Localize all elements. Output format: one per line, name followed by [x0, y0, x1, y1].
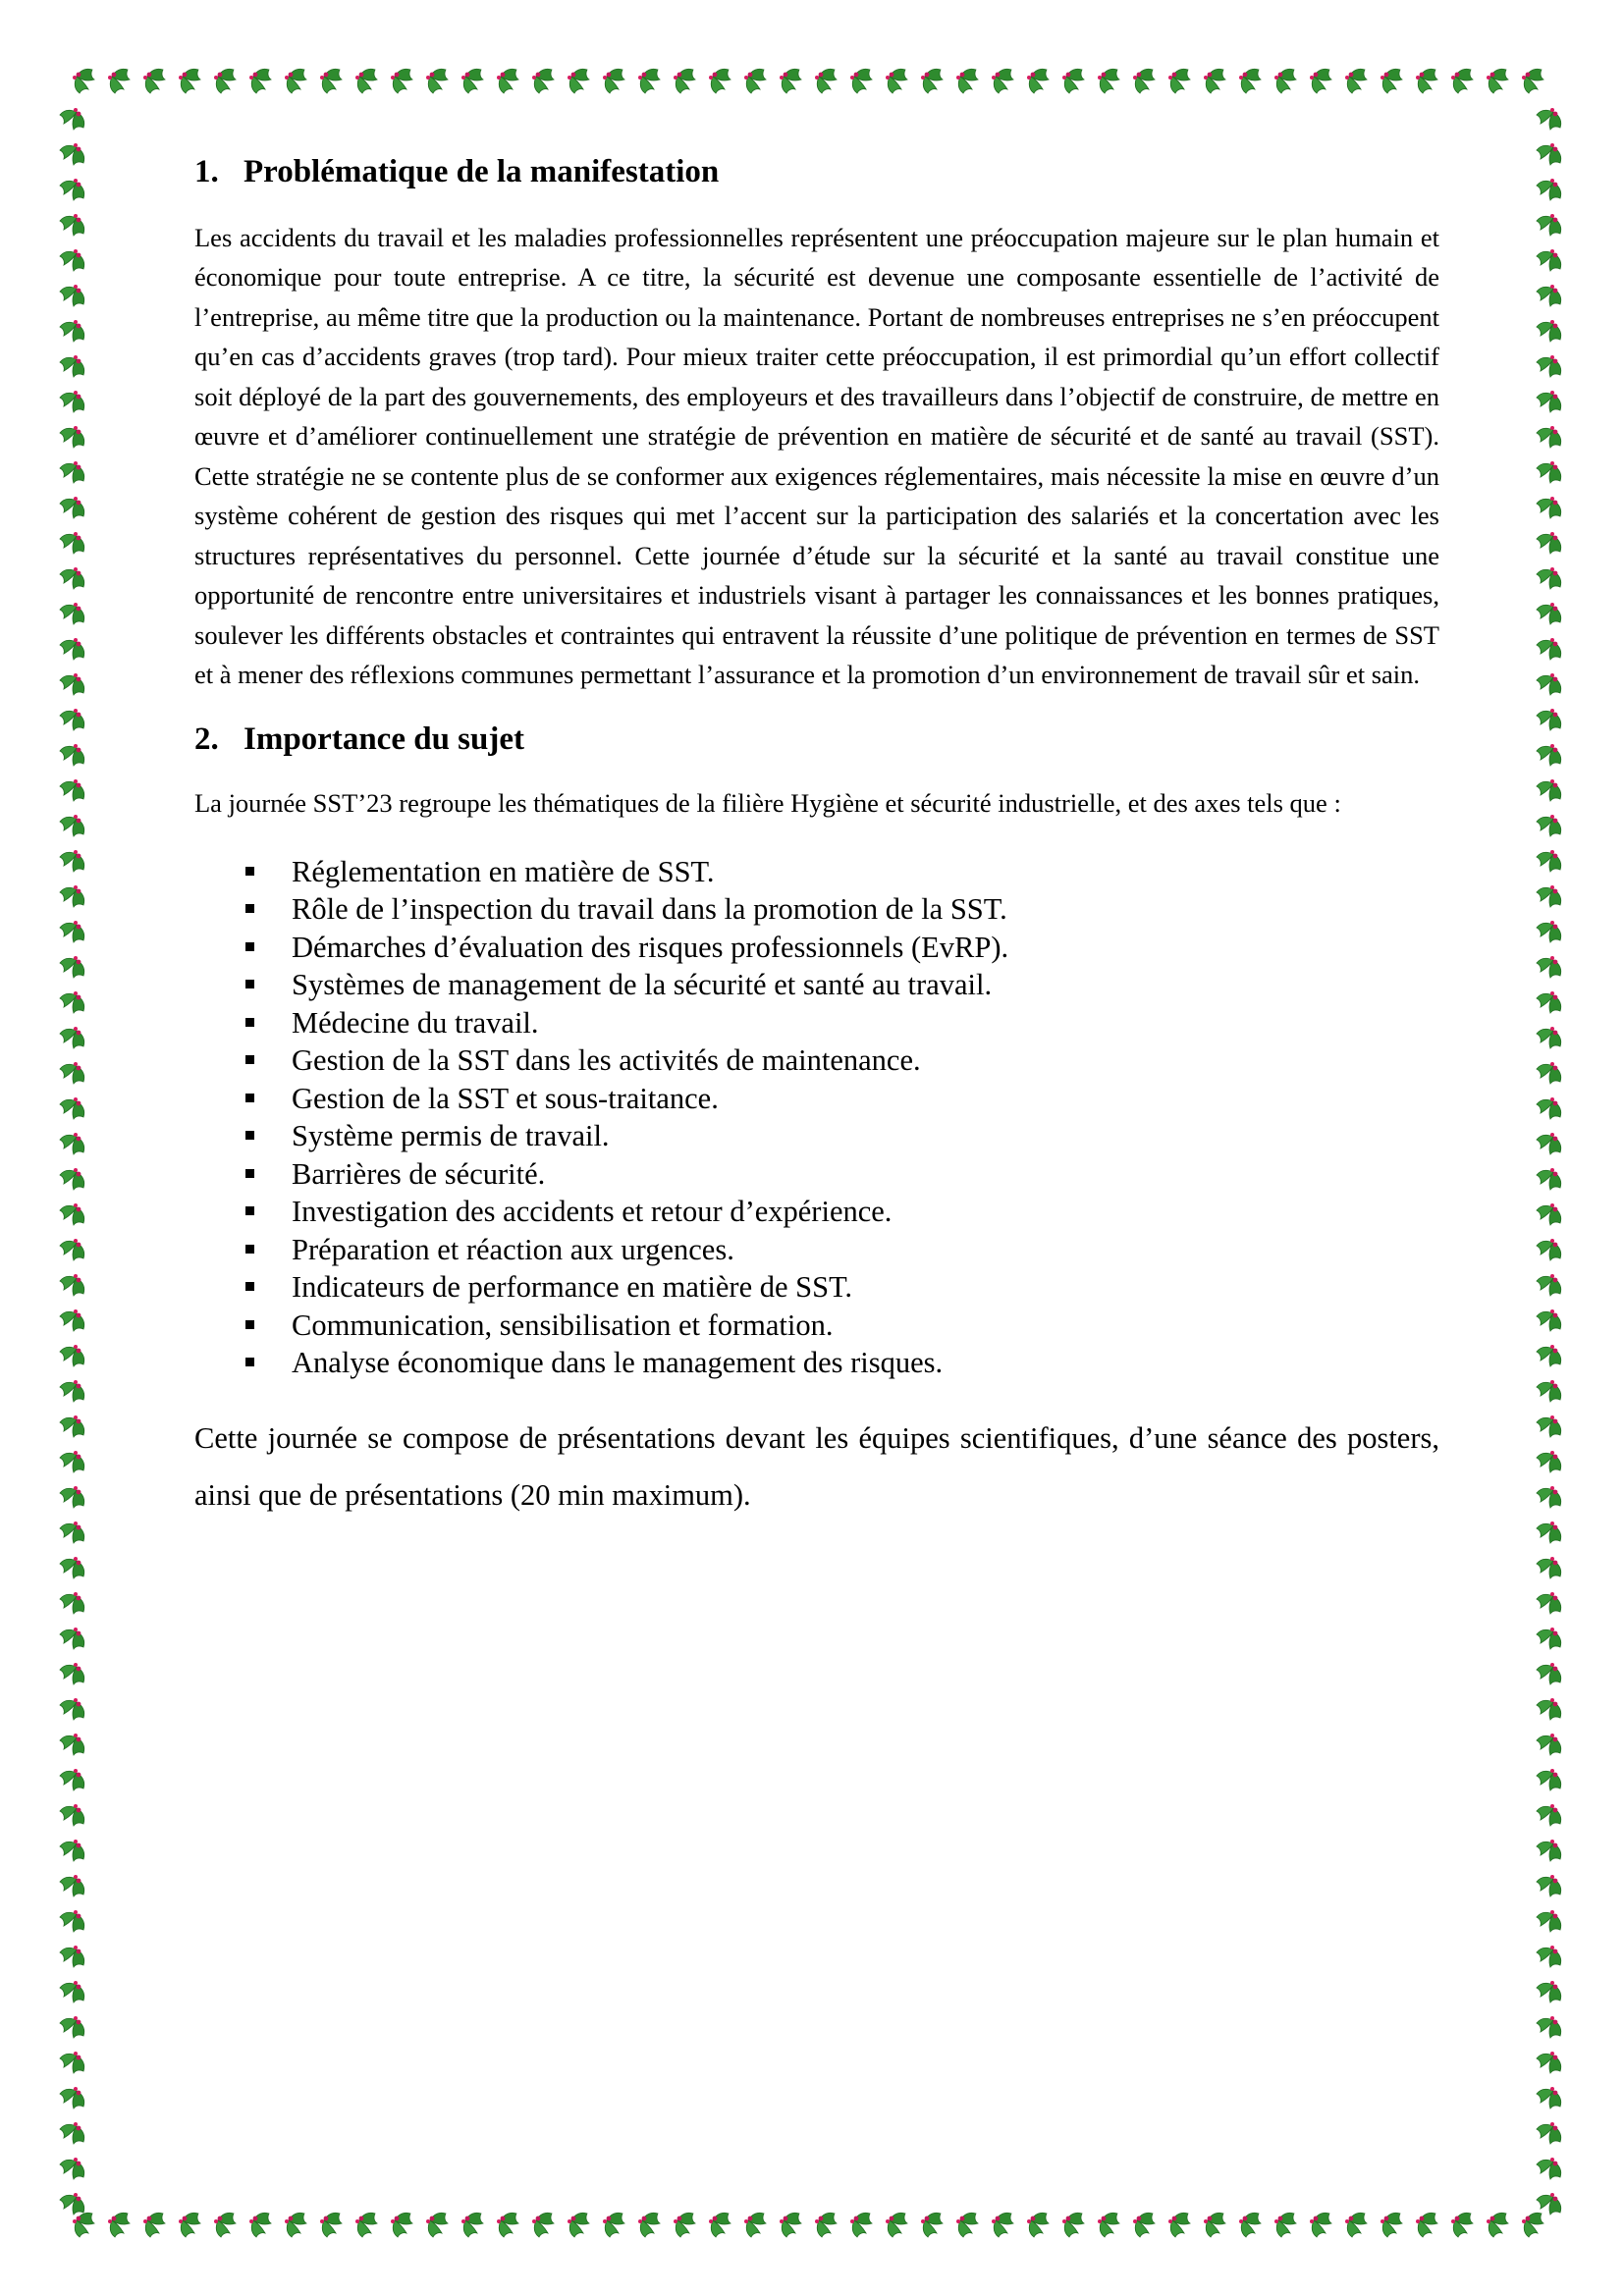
square-bullet-icon: [245, 1282, 254, 1291]
holly-leaf-icon: [60, 1274, 84, 1296]
holly-leaf-icon: [1537, 426, 1561, 448]
holly-leaf-icon: [497, 69, 518, 93]
holly-leaf-icon: [1027, 69, 1049, 93]
section-1-title: Problématique de la manifestation: [244, 154, 720, 189]
holly-leaf-icon: [60, 179, 84, 200]
holly-leaf-icon: [1537, 1592, 1561, 1614]
holly-leaf-icon: [426, 2213, 448, 2237]
holly-leaf-icon: [391, 69, 412, 93]
holly-leaf-icon: [60, 2122, 84, 2144]
holly-leaf-icon: [956, 2213, 978, 2237]
holly-leaf-icon: [956, 69, 978, 93]
section-1-number: 1.: [194, 154, 219, 189]
holly-leaf-icon: [60, 1345, 84, 1366]
holly-leaf-icon: [1537, 567, 1561, 589]
closing-paragraph: Cette journée se compose de présentations devant les équipes scientifiques, d’une séance des posters, ainsi que de présentations (20 min maximum).: [194, 1420, 1439, 1512]
holly-leaf-icon: [355, 69, 377, 93]
holly-leaf-icon: [1537, 2087, 1561, 2109]
square-bullet-icon: [245, 904, 254, 913]
holly-leaf-icon: [1537, 815, 1561, 836]
holly-leaf-icon: [60, 1133, 84, 1154]
holly-leaf-icon: [60, 1840, 84, 1861]
holly-leaf-icon: [1537, 1062, 1561, 1084]
holly-leaf-icon: [249, 69, 271, 93]
list-item: [245, 1155, 1439, 1194]
holly-leaf-icon: [214, 69, 236, 93]
holly-leaf-icon: [1537, 603, 1561, 624]
holly-leaf-icon: [60, 1557, 84, 1578]
holly-leaf-icon: [1537, 1628, 1561, 1649]
holly-leaf-icon: [1537, 1239, 1561, 1260]
holly-leaf-icon: [60, 108, 84, 130]
holly-leaf-icon: [60, 1981, 84, 2002]
holly-leaf-icon: [60, 532, 84, 554]
holly-leaf-icon: [60, 709, 84, 730]
holly-leaf-icon: [1310, 69, 1331, 93]
list-item: [245, 1268, 1439, 1307]
list-item-text: Barrières de sécurité.: [292, 1156, 546, 1191]
holly-leaf-icon: [60, 1486, 84, 1508]
holly-leaf-icon: [60, 1027, 84, 1048]
holly-leaf-icon: [1537, 391, 1561, 412]
holly-leaf-icon: [1537, 1663, 1561, 1684]
list-item: [245, 890, 1439, 929]
holly-leaf-icon: [921, 2213, 943, 2237]
holly-leaf-icon: [1537, 1910, 1561, 1932]
holly-leaf-icon: [60, 567, 84, 589]
holly-leaf-icon: [1168, 69, 1190, 93]
holly-leaf-icon: [1537, 1946, 1561, 1967]
holly-leaf-icon: [1537, 532, 1561, 554]
holly-leaf-icon: [568, 2213, 589, 2237]
holly-leaf-icon: [815, 69, 837, 93]
list-item-text: Médecine du travail.: [292, 1005, 539, 1040]
holly-leaf-icon: [60, 850, 84, 872]
holly-leaf-icon: [1537, 1168, 1561, 1190]
holly-leaf-icon: [1537, 638, 1561, 660]
holly-leaf-icon: [1168, 2213, 1190, 2237]
holly-leaf-icon: [1537, 1345, 1561, 1366]
holly-leaf-icon: [60, 638, 84, 660]
holly-leaf-icon: [1537, 1203, 1561, 1225]
holly-leaf-icon: [709, 2213, 731, 2237]
list-item: [245, 1004, 1439, 1042]
holly-leaf-icon: [744, 2213, 766, 2237]
holly-leaf-icon: [1274, 69, 1296, 93]
holly-leaf-icon: [60, 1522, 84, 1543]
holly-leaf-icon: [1098, 69, 1119, 93]
square-bullet-icon: [245, 867, 254, 876]
holly-leaf-icon: [60, 1769, 84, 1790]
holly-leaf-icon: [179, 2213, 200, 2237]
holly-leaf-icon: [320, 69, 342, 93]
holly-leaf-icon: [1310, 2213, 1331, 2237]
holly-leaf-icon: [1380, 2213, 1402, 2237]
holly-leaf-icon: [921, 69, 943, 93]
holly-leaf-icon: [886, 2213, 907, 2237]
holly-leaf-icon: [1537, 1133, 1561, 1154]
square-bullet-icon: [245, 1358, 254, 1366]
holly-leaf-icon: [1204, 2213, 1225, 2237]
section-1-paragraph: Les accidents du travail et les maladies professionnelles représentent une préoccupation majeure sur le plan humain et économique pour toute entreprise. A ce titre, la sécurité est devenue une composante essentielle de l’activité de l’entreprise, au même titre que la production ou la maintenance. Portant de nombreuses entreprises ne s’en préoccupent qu’en cas d’accidents graves (trop tard). Pour mieux traiter cette préoccupation, il est primordial qu’un effort collectif soit déployé de la part des gouvernements, des employeurs et des travailleurs dans l’objectif de construire, de mettre en œuvre et d’améliorer continuellement une stratégie de prévention en matière de sécurité et de santé au travail (SST). Cette stratégie ne se contente plus de se conformer aux exigences réglementaires, mais nécessite la mise en œuvre d’un système cohérent de gestion des risques qui met l’accent sur la participation des salariés et la concertation avec les structures représentatives du personnel. Cette journée d’étude sur la sécurité et la santé au travail constitue une opportunité de rencontre entre universitaires et industriels visant à partager les connaissances et les bonnes pratiques, soulever les différents obstacles et contraintes qui entravent la réussite d’une politique de prévention en termes de SST et à mener des réflexions communes permettant l’assurance et la promotion d’un environnement de travail sûr et sain.: [194, 222, 1439, 690]
holly-leaf-icon: [426, 69, 448, 93]
holly-leaf-icon: [60, 673, 84, 695]
section-2-paragraph: La journée SST’23 regroupe les thématiques de la filière Hygiène et sécurité industrielle, et des axes tels que :: [194, 788, 1341, 819]
list-item-text: Système permis de travail.: [292, 1119, 610, 1153]
holly-leaf-icon: [1451, 69, 1473, 93]
square-bullet-icon: [245, 1055, 254, 1064]
holly-leaf-icon: [638, 69, 660, 93]
holly-leaf-icon: [1537, 921, 1561, 942]
holly-leaf-icon: [60, 1451, 84, 1472]
holly-leaf-icon: [1522, 2213, 1543, 2237]
holly-leaf-icon: [60, 426, 84, 448]
holly-leaf-icon: [603, 2213, 624, 2237]
holly-leaf-icon: [60, 391, 84, 412]
holly-leaf-icon: [1487, 69, 1508, 93]
square-bullet-icon: [245, 1320, 254, 1329]
holly-leaf-icon: [60, 744, 84, 766]
holly-leaf-icon: [1537, 2016, 1561, 2038]
holly-leaf-icon: [744, 69, 766, 93]
holly-leaf-icon: [709, 69, 731, 93]
holly-leaf-icon: [60, 285, 84, 306]
holly-leaf-icon: [1537, 885, 1561, 907]
holly-leaf-icon: [60, 214, 84, 236]
holly-leaf-icon: [992, 2213, 1013, 2237]
holly-leaf-icon: [1537, 1769, 1561, 1790]
holly-leaf-icon: [60, 1628, 84, 1649]
holly-leaf-icon: [1537, 249, 1561, 271]
list-item-text: Investigation des accidents et retour d’expérience.: [292, 1195, 893, 1229]
list-item: [245, 1041, 1439, 1080]
holly-leaf-icon: [1537, 1027, 1561, 1048]
holly-leaf-icon: [1062, 69, 1084, 93]
holly-leaf-icon: [60, 461, 84, 483]
holly-leaf-icon: [1345, 69, 1367, 93]
list-item-text: Démarches d’évaluation des risques professionnels (EvRP).: [292, 930, 1009, 964]
holly-leaf-icon: [60, 1239, 84, 1260]
holly-leaf-icon: [179, 69, 200, 93]
holly-leaf-icon: [1537, 1981, 1561, 2002]
holly-leaf-icon: [568, 69, 589, 93]
holly-leaf-icon: [1537, 1522, 1561, 1543]
holly-leaf-icon: [1537, 285, 1561, 306]
holly-leaf-icon: [108, 2213, 130, 2237]
list-item-text: Gestion de la SST et sous-traitance.: [292, 1081, 719, 1115]
holly-leaf-icon: [1522, 69, 1543, 93]
list-item-text: Communication, sensibilisation et formation.: [292, 1308, 834, 1342]
holly-leaf-icon: [1239, 2213, 1261, 2237]
holly-leaf-icon: [1345, 2213, 1367, 2237]
list-item-text: Analyse économique dans le management des risques.: [292, 1346, 944, 1380]
holly-leaf-icon: [60, 1592, 84, 1614]
square-bullet-icon: [245, 980, 254, 988]
list-item: [245, 929, 1439, 967]
list-item-text: Systèmes de management de la sécurité et santé au travail.: [292, 968, 993, 1002]
list-item: [245, 1231, 1439, 1269]
square-bullet-icon: [245, 1206, 254, 1215]
holly-leaf-icon: [1416, 69, 1437, 93]
holly-leaf-icon: [886, 69, 907, 93]
holly-leaf-icon: [60, 497, 84, 518]
holly-leaf-icon: [60, 249, 84, 271]
holly-leaf-icon: [1380, 69, 1402, 93]
holly-leaf-icon: [1537, 2052, 1561, 2073]
holly-leaf-icon: [60, 1734, 84, 1755]
holly-leaf-icon: [60, 1663, 84, 1684]
holly-leaf-icon: [992, 69, 1013, 93]
holly-leaf-icon: [60, 2016, 84, 2038]
holly-leaf-icon: [1487, 2213, 1508, 2237]
holly-leaf-icon: [60, 1910, 84, 1932]
list-item-text: Réglementation en matière de SST.: [292, 854, 715, 888]
holly-leaf-icon: [143, 2213, 165, 2237]
list-item-text: Préparation et réaction aux urgences.: [292, 1232, 734, 1266]
holly-leaf-icon: [815, 2213, 837, 2237]
holly-leaf-icon: [60, 355, 84, 377]
holly-leaf-icon: [603, 69, 624, 93]
holly-leaf-icon: [214, 2213, 236, 2237]
holly-leaf-icon: [1133, 2213, 1155, 2237]
holly-leaf-icon: [1537, 2158, 1561, 2179]
list-item: [245, 853, 1439, 891]
holly-leaf-icon: [1098, 2213, 1119, 2237]
holly-leaf-icon: [461, 69, 483, 93]
holly-leaf-icon: [60, 991, 84, 1013]
holly-leaf-icon: [1537, 744, 1561, 766]
holly-leaf-icon: [285, 2213, 306, 2237]
holly-leaf-icon: [674, 69, 695, 93]
holly-leaf-icon: [1537, 1557, 1561, 1578]
holly-leaf-icon: [60, 1062, 84, 1084]
holly-leaf-icon: [60, 815, 84, 836]
holly-leaf-icon: [1537, 1486, 1561, 1508]
holly-leaf-icon: [60, 1875, 84, 1896]
holly-leaf-icon: [60, 1203, 84, 1225]
holly-leaf-icon: [1537, 1380, 1561, 1402]
holly-leaf-icon: [1537, 1097, 1561, 1119]
list-item-text: Rôle de l’inspection du travail dans la promotion de la SST.: [292, 892, 1007, 927]
holly-leaf-icon: [73, 69, 94, 93]
holly-leaf-icon: [60, 956, 84, 978]
holly-leaf-icon: [60, 1380, 84, 1402]
holly-leaf-icon: [60, 2087, 84, 2109]
holly-leaf-icon: [285, 69, 306, 93]
square-bullet-icon: [245, 1131, 254, 1140]
holly-leaf-icon: [674, 2213, 695, 2237]
holly-leaf-icon: [1133, 69, 1155, 93]
holly-leaf-icon: [60, 2193, 84, 2215]
holly-leaf-icon: [108, 69, 130, 93]
section-2-title: Importance du sujet: [244, 721, 524, 757]
list-item: [245, 1117, 1439, 1155]
holly-leaf-icon: [1537, 850, 1561, 872]
section-2-heading: [194, 721, 1439, 760]
holly-leaf-icon: [1537, 2193, 1561, 2215]
holly-leaf-icon: [60, 885, 84, 907]
list-item: [245, 1344, 1439, 1382]
holly-leaf-icon: [60, 143, 84, 165]
holly-leaf-icon: [497, 2213, 518, 2237]
holly-leaf-icon: [60, 320, 84, 342]
holly-leaf-icon: [60, 2158, 84, 2179]
list-item: [245, 1307, 1439, 1345]
holly-leaf-icon: [1537, 214, 1561, 236]
holly-leaf-icon: [1537, 673, 1561, 695]
list-item: [245, 1080, 1439, 1118]
holly-leaf-icon: [532, 69, 554, 93]
holly-leaf-icon: [60, 1698, 84, 1720]
section-2-number: 2.: [194, 721, 219, 757]
list-item-text: Indicateurs de performance en matière de SST.: [292, 1270, 853, 1305]
holly-leaf-icon: [780, 2213, 801, 2237]
holly-leaf-icon: [1537, 1734, 1561, 1755]
holly-leaf-icon: [1451, 2213, 1473, 2237]
square-bullet-icon: [245, 1245, 254, 1254]
holly-leaf-icon: [1537, 320, 1561, 342]
holly-leaf-icon: [60, 1415, 84, 1437]
holly-leaf-icon: [1537, 497, 1561, 518]
holly-leaf-icon: [249, 2213, 271, 2237]
holly-leaf-icon: [60, 1804, 84, 1826]
holly-leaf-icon: [850, 2213, 872, 2237]
holly-leaf-icon: [60, 2052, 84, 2073]
holly-leaf-icon: [1239, 69, 1261, 93]
holly-leaf-icon: [1537, 1274, 1561, 1296]
holly-leaf-icon: [1537, 991, 1561, 1013]
square-bullet-icon: [245, 1094, 254, 1102]
holly-leaf-icon: [60, 603, 84, 624]
holly-leaf-icon: [1537, 2122, 1561, 2144]
holly-leaf-icon: [60, 1168, 84, 1190]
holly-leaf-icon: [1027, 2213, 1049, 2237]
holly-leaf-icon: [532, 2213, 554, 2237]
square-bullet-icon: [245, 1018, 254, 1027]
square-bullet-icon: [245, 1169, 254, 1178]
list-item: [245, 966, 1439, 1004]
square-bullet-icon: [245, 942, 254, 951]
document-body: [194, 147, 1439, 1523]
holly-leaf-icon: [1537, 179, 1561, 200]
holly-leaf-icon: [1416, 2213, 1437, 2237]
holly-leaf-icon: [1062, 2213, 1084, 2237]
holly-leaf-icon: [143, 69, 165, 93]
topics-list: [245, 853, 1439, 1382]
holly-leaf-icon: [1537, 108, 1561, 130]
holly-leaf-icon: [1537, 1840, 1561, 1861]
holly-leaf-icon: [1537, 709, 1561, 730]
holly-leaf-icon: [1537, 1875, 1561, 1896]
holly-leaf-icon: [60, 1946, 84, 1967]
holly-leaf-icon: [391, 2213, 412, 2237]
holly-leaf-icon: [1537, 143, 1561, 165]
list-item-text: Gestion de la SST dans les activités de maintenance.: [292, 1043, 921, 1078]
holly-leaf-icon: [1537, 355, 1561, 377]
holly-leaf-icon: [60, 921, 84, 942]
holly-leaf-icon: [320, 2213, 342, 2237]
holly-leaf-icon: [780, 69, 801, 93]
list-item: [245, 1193, 1439, 1231]
holly-leaf-icon: [1537, 956, 1561, 978]
holly-leaf-icon: [1537, 1451, 1561, 1472]
holly-leaf-icon: [1537, 779, 1561, 801]
holly-leaf-icon: [355, 2213, 377, 2237]
holly-leaf-icon: [638, 2213, 660, 2237]
holly-leaf-icon: [1537, 1415, 1561, 1437]
holly-leaf-icon: [1537, 1698, 1561, 1720]
section-1-heading: [194, 153, 1439, 192]
holly-leaf-icon: [60, 779, 84, 801]
holly-leaf-icon: [1537, 1309, 1561, 1331]
holly-leaf-icon: [73, 2213, 94, 2237]
holly-leaf-icon: [60, 1309, 84, 1331]
holly-leaf-icon: [461, 2213, 483, 2237]
holly-leaf-icon: [1537, 1804, 1561, 1826]
holly-leaf-icon: [1274, 2213, 1296, 2237]
holly-leaf-icon: [60, 1097, 84, 1119]
holly-leaf-icon: [1537, 461, 1561, 483]
holly-leaf-icon: [850, 69, 872, 93]
holly-leaf-icon: [1204, 69, 1225, 93]
